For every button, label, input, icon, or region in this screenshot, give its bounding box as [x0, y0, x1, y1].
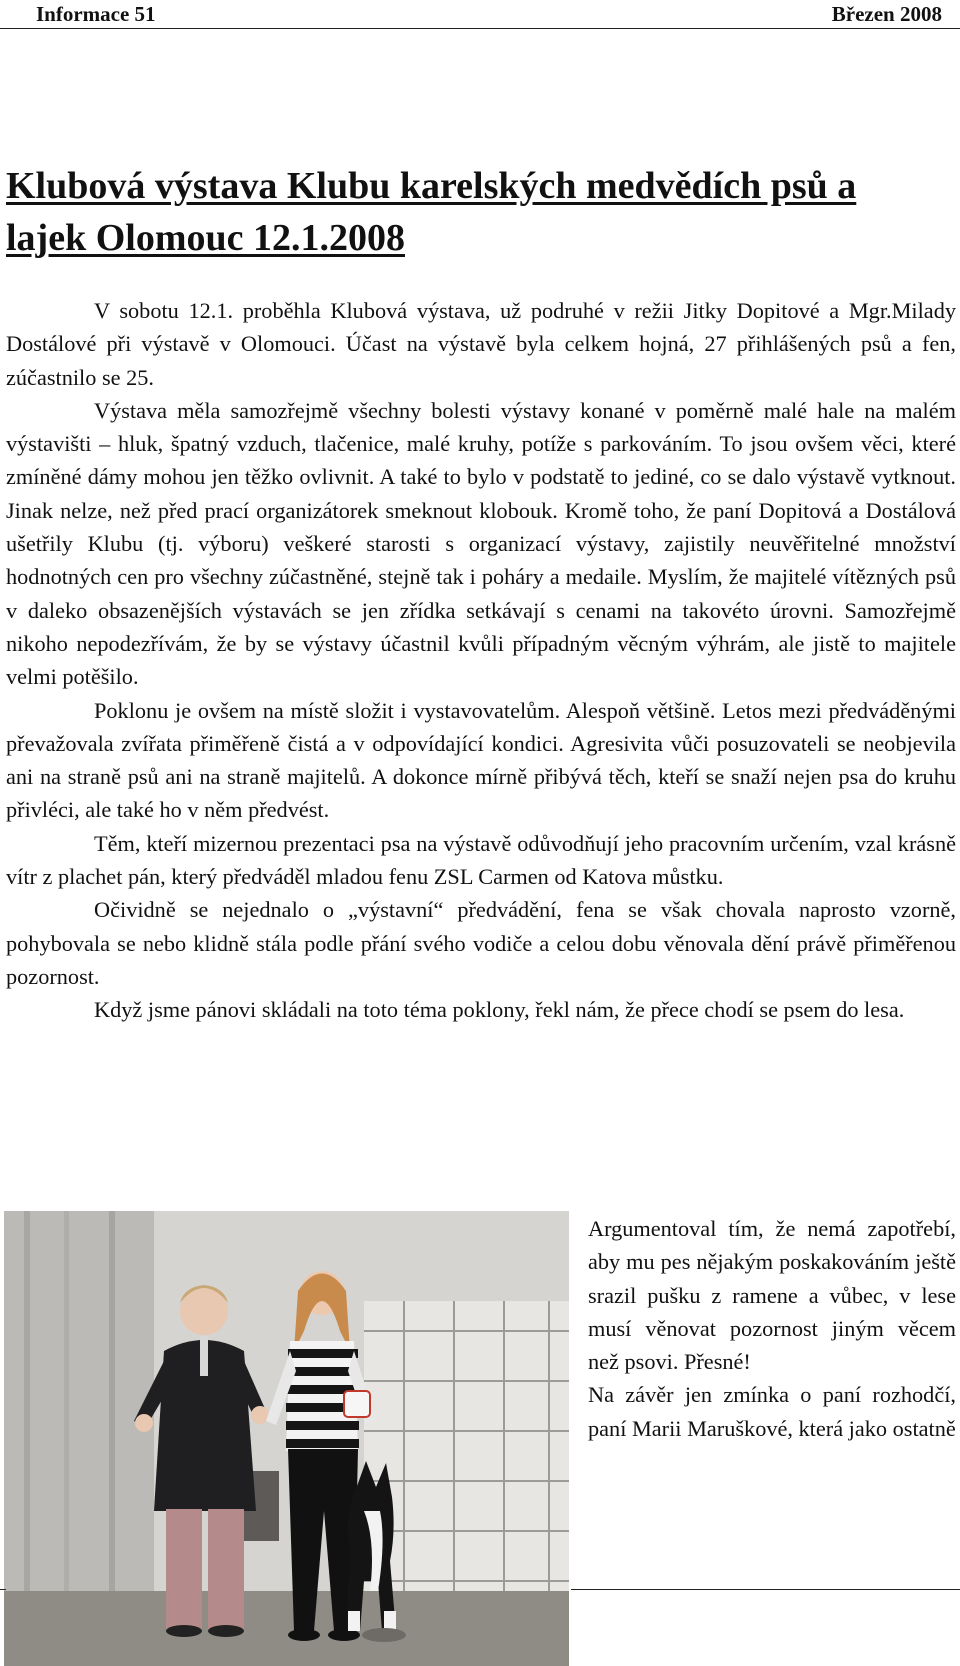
- photo-illustration: [4, 1211, 569, 1666]
- paragraph: Argumentoval tím, že nemá zapotřebí, aby mu pes nějakým poskakováním ještě srazil pušku z ramene a vůbec, v lese musí věnovat pozornost jiným věcem než psovi. Přesné!: [588, 1216, 956, 1375]
- paragraph: V sobotu 12.1. proběhla Klubová výstava, už podruhé v režii Jitky Dopitové a Mgr.Milady Dostálové při výstavě v Olomouci. Účast na výstavě byla celkem hojná, 27 přihlášených psů a fen, zúčastnilo se 25.: [6, 298, 956, 390]
- issue-label: Informace 51: [36, 2, 156, 26]
- paragraph: Výstava měla samozřejmě všechny bolesti výstavy konané v poměrně malé hale na malém výstavišti – hluk, špatný vzduch, tlačenice, malé kruhy, potíže s parkováním. To jsou ovšem věci, které zmíněné dámy mohou jen těžko ovlivnit. A také to bylo v podstatě to jediné, co se dalo výstavě vytknout. Jinak nelze, než před prací organizátorek smeknout klobouk. Kromě toho, že paní Dopitová a Dostálová ušetřily Klubu (tj. výboru) veškeré starosti s organizací výstavy, zajistily neuvěřitelné množství hodnotných cen pro všechny zúčastněné, stejně tak i poháry a medaile. Myslím, že majitelé vítězných psů v daleko obsazenějších výstavách se jen zřídka setkávají s cenami na takovéto úrovni. Samozřejmě nikoho nepodezřívám, že by se výstavy účastnil kvůli případným věcným výhrám, ale jistě to majitele velmi potěšilo.: [6, 397, 956, 690]
- paragraph: Těm, kteří mizernou prezentaci psa na výstavě odůvodňují jeho pracovním určením, vzal krásně vítr z plachet pán, který předváděl mladou fenu ZSL Carmen od Katova můstku.: [6, 830, 956, 890]
- header-rule: [0, 28, 960, 29]
- show-ring-photo: [4, 1211, 569, 1666]
- article-body: [6, 294, 956, 1027]
- issue-date: Březen 2008: [831, 2, 942, 26]
- footer-rule-left: [0, 1589, 6, 1590]
- footer-rule: [571, 1589, 960, 1590]
- paragraph: Očividně se nejednalo o „výstavní“ předvádění, fena se však chovala naprosto vzorně, pohybovala se nebo klidně stála podle přání svého vodiče a celou dobu věnovala dění právě přiměřenou pozornost.: [6, 897, 956, 989]
- paragraph: Na závěr jen zmínka o paní rozhodčí, paní Marii Maruškové, která jako ostatně: [588, 1382, 956, 1441]
- page-header: [0, 0, 960, 34]
- side-column-text: [588, 1212, 956, 1445]
- paragraph: Poklonu je ovšem na místě složit i vystavovatelům. Alespoň většině. Letos mezi předváděnými převažovala zvířata přiměřeně čistá a v odpovídající kondici. Agresivita vůči posuzovateli se neobjevila ani na straně psů ani na straně majitelů. A dokonce mírně přibývá těch, kteří se snaží nejen psa do kruhu přivléci, ale také ho v něm předvést.: [6, 697, 956, 823]
- article-title: Klubová výstava Klubu karelských medvědích psů a lajek Olomouc 12.1.2008: [6, 165, 857, 259]
- paragraph: Když jsme pánovi skládali na toto téma poklony, řekl nám, že přece chodí se psem do lesa.: [94, 997, 905, 1023]
